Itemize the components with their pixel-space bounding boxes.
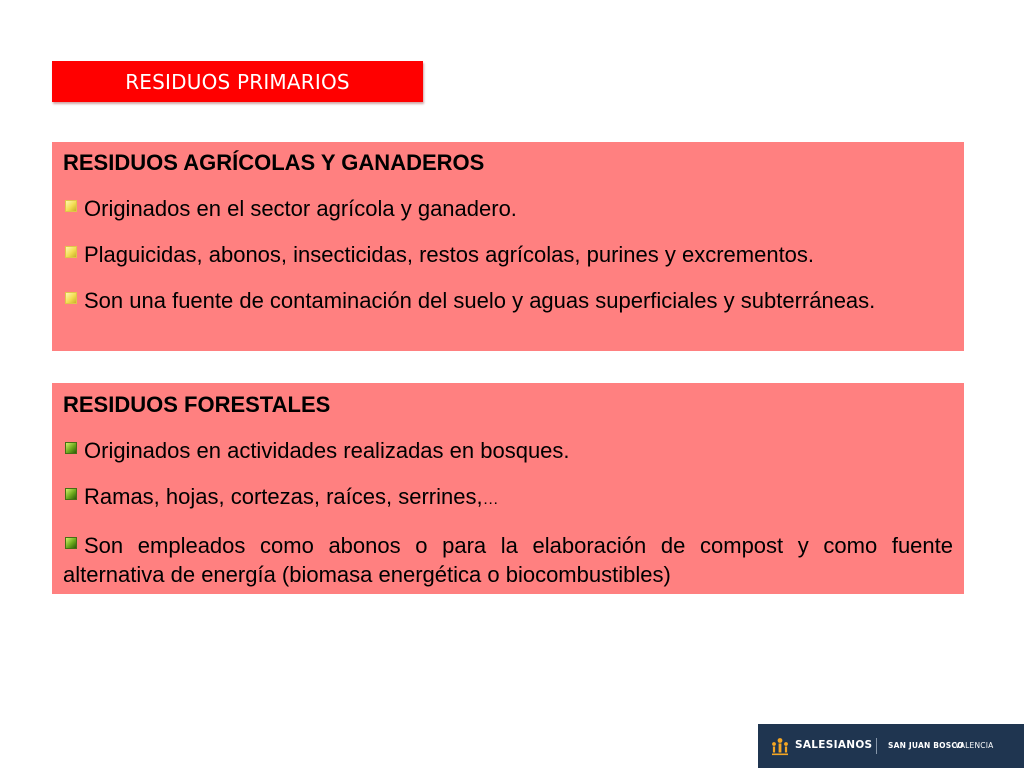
footer-school-name: SAN JUAN BOSCO [888,741,964,750]
bullet-item [63,436,953,465]
section-forestry-waste [52,383,964,594]
bullet-item [63,286,953,315]
footer-city-name: VALENCIA [955,741,994,750]
bullet-item [63,482,953,514]
bullet-text: Plaguicidas, abonos, insecticidas, restos agrícolas, purines y excrementos. [84,242,815,267]
slide-title: RESIDUOS PRIMARIOS [52,61,423,102]
green-square-bullet-icon [65,537,77,549]
bullet-item [63,531,953,589]
bullet-item [63,240,953,269]
green-square-bullet-icon [65,488,77,500]
bullet-item [63,194,953,223]
bullet-text: Son empleados como abonos o para la elaboración de compost y como fuente alternativa de energía (biomasa energética o biocombustibles) [63,533,953,587]
footer-divider [876,738,877,754]
ellipsis: … [482,491,499,508]
green-square-bullet-icon [65,442,77,454]
footer-brand-bar [758,724,1024,768]
section-heading: RESIDUOS FORESTALES [63,392,331,417]
bullet-text: Originados en el sector agrícola y ganadero. [84,196,517,221]
section-heading: RESIDUOS AGRÍCOLAS Y GANADEROS [63,150,485,175]
yellow-square-bullet-icon [65,200,77,212]
bullet-text: Son una fuente de contaminación del suelo y aguas superficiales y subterráneas. [84,288,876,313]
bullet-text: Ramas, hojas, cortezas, raíces, serrines, [84,484,483,509]
section-agricultural-waste [52,142,964,351]
salesianos-logo-icon [770,737,790,757]
yellow-square-bullet-icon [65,246,77,258]
bullet-text: Originados en actividades realizadas en bosques. [84,438,570,463]
yellow-square-bullet-icon [65,292,77,304]
footer-brand-name: SALESIANOS [795,739,873,751]
